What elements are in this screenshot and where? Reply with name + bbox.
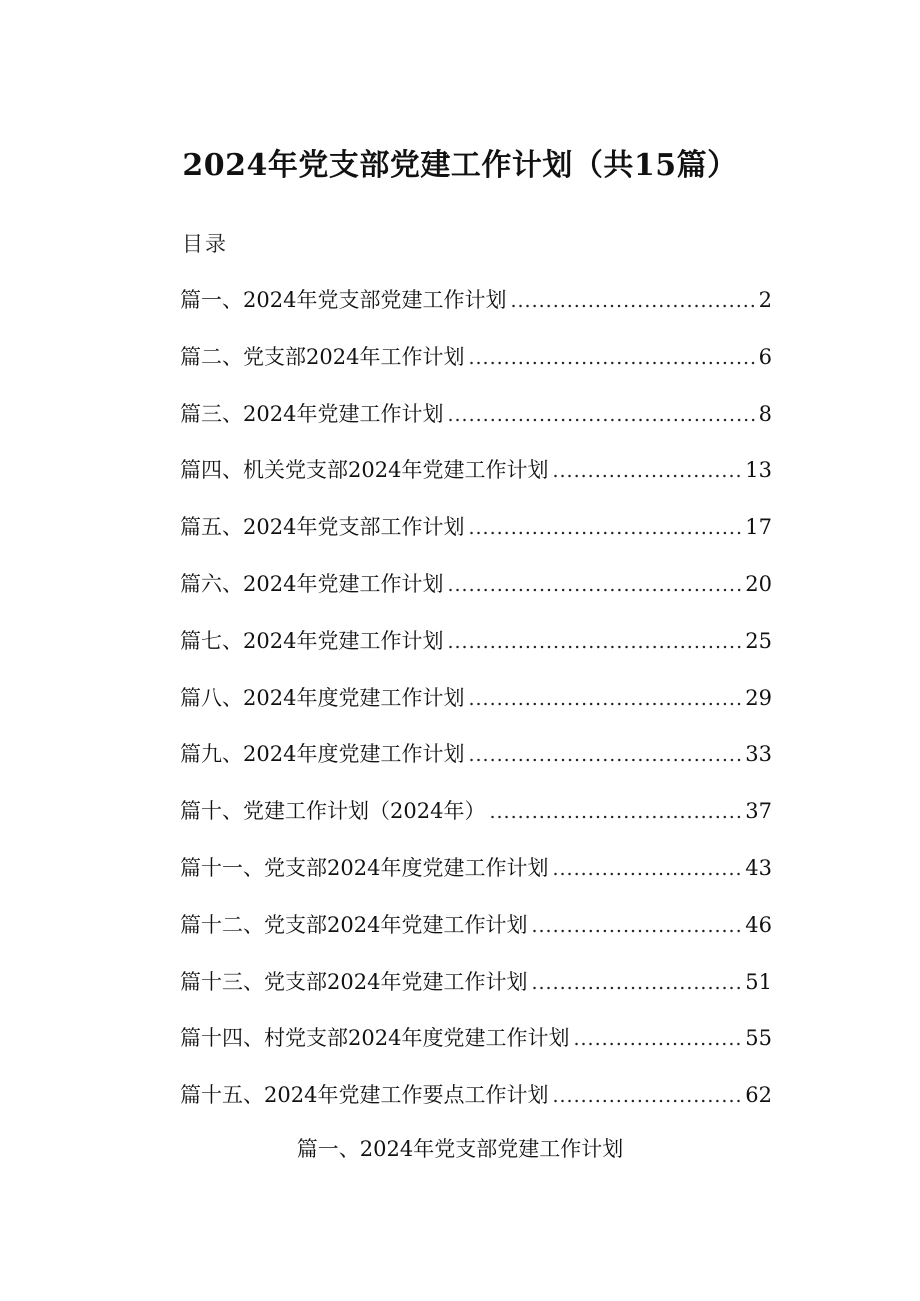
toc-dot-leader	[552, 849, 743, 889]
toc-entry-14[interactable]	[180, 1018, 772, 1075]
section-heading: 篇一、2024年党支部党建工作计划	[296, 1137, 624, 1161]
toc-entry-5[interactable]	[180, 507, 772, 564]
toc-entry-label: 篇十二、党支部2024年党建工作计划	[180, 912, 528, 937]
toc-dot-leader	[510, 281, 756, 321]
toc-entry-label: 篇六、2024年党建工作计划	[180, 571, 444, 596]
toc-page-number: 46	[745, 912, 772, 937]
toc-entry-8[interactable]	[180, 678, 772, 735]
toc-page-number: 33	[745, 742, 772, 767]
toc-page-number: 51	[745, 969, 772, 994]
toc-heading: 目录	[182, 232, 228, 256]
toc-dot-leader	[489, 792, 743, 832]
toc-page-number: 62	[745, 1083, 772, 1108]
toc-dot-leader	[468, 735, 743, 775]
table-of-contents	[180, 280, 772, 1132]
toc-page-number: 13	[745, 458, 772, 483]
toc-dot-leader	[552, 451, 743, 491]
document-title: 2024年党支部党建工作计划（共15篇）	[182, 148, 738, 183]
toc-page-number: 6	[758, 344, 772, 369]
toc-entry-label: 篇八、2024年度党建工作计划	[180, 685, 465, 710]
toc-dot-leader	[531, 963, 743, 1003]
toc-entry-label: 篇三、2024年党建工作计划	[180, 401, 444, 426]
toc-entry-2[interactable]	[180, 337, 772, 394]
toc-page-number: 29	[745, 685, 772, 710]
toc-dot-leader	[468, 338, 756, 378]
toc-dot-leader	[468, 508, 743, 548]
toc-entry-label: 篇九、2024年度党建工作计划	[180, 742, 465, 767]
toc-page-number: 17	[745, 515, 772, 540]
toc-entry-10[interactable]	[180, 791, 772, 848]
toc-dot-leader	[552, 1076, 743, 1116]
toc-entry-label: 篇十一、党支部2024年度党建工作计划	[180, 855, 549, 880]
toc-entry-label: 篇四、机关党支部2024年党建工作计划	[180, 458, 549, 483]
toc-entry-15[interactable]	[180, 1075, 772, 1132]
toc-page-number: 20	[745, 571, 772, 596]
toc-entry-label: 篇二、党支部2024年工作计划	[180, 344, 465, 369]
toc-entry-12[interactable]	[180, 905, 772, 962]
toc-dot-leader	[447, 622, 743, 662]
toc-entry-6[interactable]	[180, 564, 772, 621]
toc-page-number: 2	[758, 288, 772, 312]
toc-page-number: 43	[745, 855, 772, 880]
toc-entry-4[interactable]	[180, 450, 772, 507]
toc-entry-13[interactable]	[180, 962, 772, 1019]
toc-entry-label: 篇一、2024年党支部党建工作计划	[180, 288, 507, 312]
toc-page-number: 37	[745, 799, 772, 824]
toc-dot-leader	[468, 679, 743, 719]
toc-dot-leader	[531, 906, 743, 946]
toc-entry-label: 篇十、党建工作计划（2024年）	[180, 799, 486, 824]
toc-entry-11[interactable]	[180, 848, 772, 905]
toc-entry-label: 篇十三、党支部2024年党建工作计划	[180, 969, 528, 994]
toc-dot-leader	[447, 395, 756, 435]
toc-dot-leader	[447, 565, 743, 605]
toc-entry-label: 篇十四、村党支部2024年度党建工作计划	[180, 1026, 570, 1051]
toc-entry-label: 篇五、2024年党支部工作计划	[180, 515, 465, 540]
toc-entry-label: 篇十五、2024年党建工作要点工作计划	[180, 1083, 549, 1108]
toc-page-number: 8	[758, 401, 772, 426]
toc-entry-9[interactable]	[180, 734, 772, 791]
toc-page-number: 55	[745, 1026, 772, 1051]
toc-entry-label: 篇七、2024年党建工作计划	[180, 628, 444, 653]
toc-entry-1[interactable]	[180, 280, 772, 337]
toc-entry-7[interactable]	[180, 621, 772, 678]
toc-dot-leader	[573, 1019, 743, 1059]
toc-entry-3[interactable]	[180, 394, 772, 451]
toc-page-number: 25	[745, 628, 772, 653]
